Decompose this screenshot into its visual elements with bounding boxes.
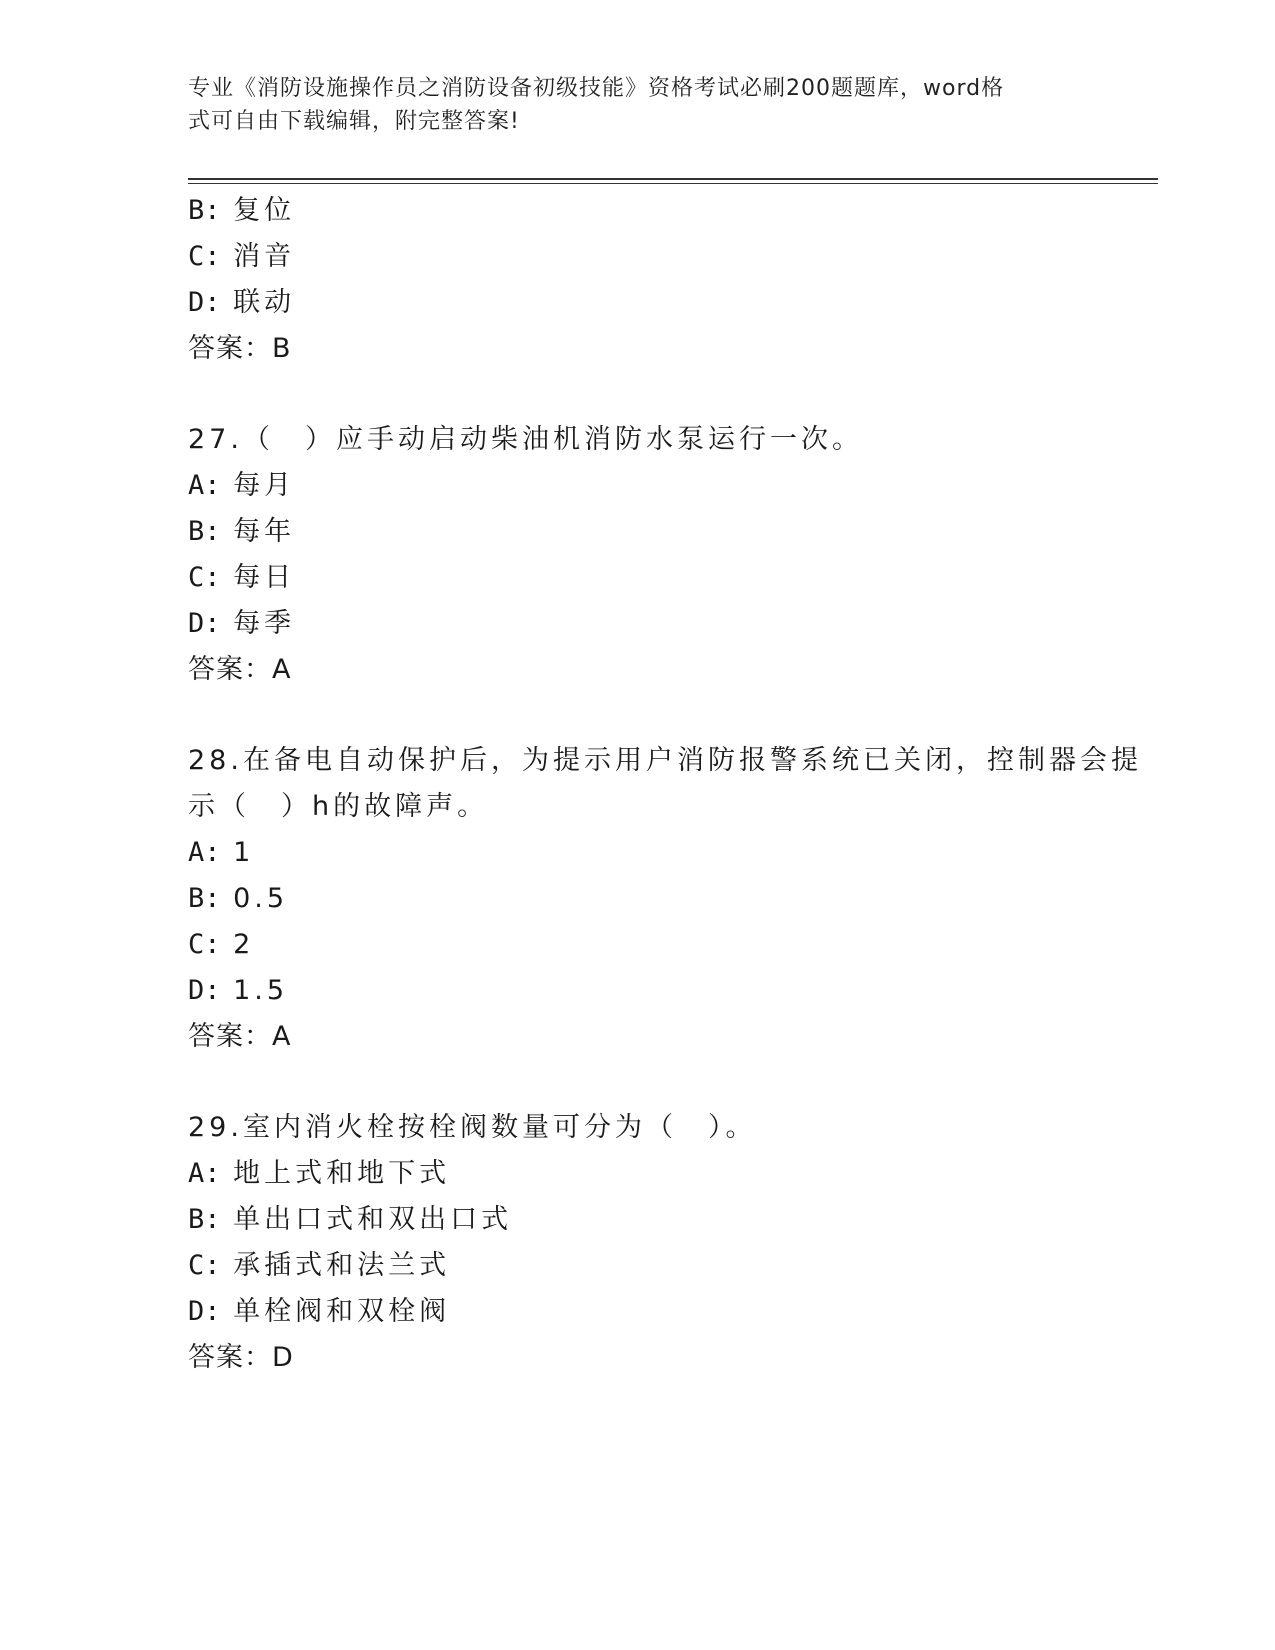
option-text: 每年: [233, 516, 296, 547]
option-c: [188, 555, 1088, 601]
option-text: 单栓阀和双栓阀: [233, 1296, 451, 1327]
option-letter: C:: [188, 241, 221, 272]
option-letter: A:: [188, 837, 221, 868]
option-a: [188, 1151, 1088, 1197]
answer-line: 答案：A: [188, 1021, 292, 1052]
option-c: [188, 234, 1088, 280]
option-b: [188, 876, 1088, 922]
question-text-line-1: 28.在备电自动保护后，为提示用户消防报警系统已关闭，控制器会提: [188, 745, 1142, 776]
question-text: 27.（ ）应手动启动柴油机消防水泵运行一次。: [188, 424, 863, 455]
header-divider-thin: [188, 183, 1158, 184]
option-letter: D:: [188, 608, 221, 639]
option-d: [188, 1289, 1088, 1335]
question-28: [188, 738, 1142, 1060]
header-line-2: 式可自由下载编辑，附完整答案!: [188, 109, 520, 134]
option-a: [188, 463, 1088, 509]
option-text: 1: [233, 837, 255, 868]
option-c: [188, 922, 1088, 968]
document-header: [188, 72, 1088, 138]
question-text-line-2: 示（ ）h的故障声。: [188, 791, 489, 822]
option-c: [188, 1243, 1088, 1289]
option-text: 承插式和法兰式: [233, 1250, 451, 1281]
option-text: 每季: [233, 608, 296, 639]
option-b: [188, 509, 1088, 555]
question-content: [188, 188, 1142, 1381]
option-letter: B:: [188, 1204, 221, 1235]
option-letter: C:: [188, 1250, 221, 1281]
option-text: 2: [233, 929, 255, 960]
option-d: [188, 601, 1088, 647]
option-letter: D:: [188, 287, 221, 318]
option-letter: A:: [188, 1158, 221, 1189]
answer-line: 答案：A: [188, 654, 292, 685]
question-26-tail: [188, 188, 1088, 372]
header-divider-thick: [188, 178, 1158, 180]
option-letter: D:: [188, 1296, 221, 1327]
option-text: 联动: [233, 287, 296, 318]
answer-line: 答案：D: [188, 1342, 294, 1373]
option-text: 1.5: [233, 975, 289, 1006]
option-text: 消音: [233, 241, 296, 272]
option-text: 地上式和地下式: [233, 1158, 451, 1189]
answer-line: 答案：B: [188, 333, 292, 364]
option-text: 每日: [233, 562, 296, 593]
option-letter: C:: [188, 929, 221, 960]
option-text: 复位: [233, 195, 296, 226]
header-line-1: 专业《消防设施操作员之消防设备初级技能》资格考试必刷200题题库，word格: [188, 76, 1005, 101]
option-d: [188, 968, 1088, 1014]
question-text: 29.室内消火栓按栓阀数量可分为（ ）。: [188, 1112, 757, 1143]
option-d: [188, 280, 1088, 326]
question-27: [188, 417, 1088, 693]
option-b: [188, 1197, 1088, 1243]
option-letter: B:: [188, 195, 221, 226]
option-letter: B:: [188, 516, 221, 547]
option-letter: A:: [188, 470, 221, 501]
option-a: [188, 830, 1088, 876]
option-text: 0.5: [233, 883, 289, 914]
option-letter: C:: [188, 562, 221, 593]
option-letter: D:: [188, 975, 221, 1006]
option-text: 每月: [233, 470, 296, 501]
question-29: [188, 1105, 1088, 1381]
option-b: [188, 188, 1088, 234]
option-letter: B:: [188, 883, 221, 914]
option-text: 单出口式和双出口式: [233, 1204, 513, 1235]
